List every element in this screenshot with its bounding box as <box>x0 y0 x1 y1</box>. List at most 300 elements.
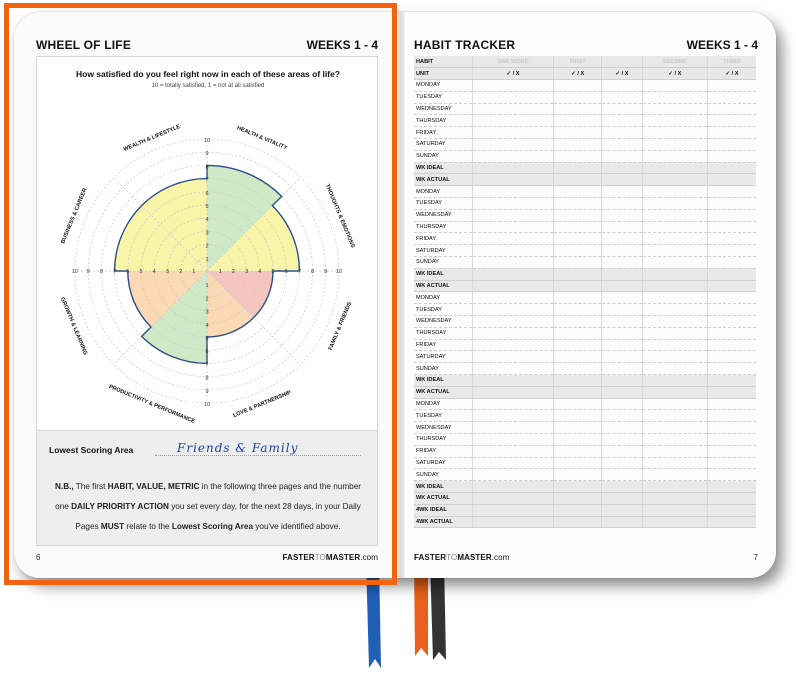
tracker-cell[interactable] <box>707 268 756 280</box>
day-row <box>414 445 756 457</box>
week-ideal-row <box>414 375 756 387</box>
week-actual-row <box>414 280 756 292</box>
tracker-cell[interactable] <box>554 80 602 92</box>
page-title-right: HABIT TRACKER <box>414 38 516 52</box>
tracker-cell[interactable] <box>707 198 756 210</box>
tracker-cell[interactable] <box>602 434 643 446</box>
tracker-cell[interactable] <box>554 398 602 410</box>
weeks-label-right: WEEKS 1 - 4 <box>686 38 758 52</box>
tracker-cell[interactable] <box>472 339 554 351</box>
tracker-cell[interactable] <box>642 410 707 422</box>
tracker-cell[interactable] <box>472 434 554 446</box>
tracker-cell[interactable] <box>642 257 707 269</box>
tracker-cell[interactable] <box>472 304 554 316</box>
tracker-cell[interactable] <box>472 127 554 139</box>
tracker-cell[interactable] <box>472 327 554 339</box>
tracker-cell[interactable] <box>472 375 554 387</box>
page-number-right: 7 <box>753 553 758 562</box>
tracker-cell[interactable] <box>642 209 707 221</box>
scale-tick: 9 <box>205 388 209 395</box>
tracker-wrap <box>414 12 756 578</box>
day-row <box>414 91 756 103</box>
scale-tick: 9 <box>205 151 209 158</box>
tracker-cell[interactable] <box>602 351 643 363</box>
tracker-cell[interactable] <box>472 257 554 269</box>
day-row <box>414 351 756 363</box>
week-ideal-row <box>414 162 756 174</box>
tracker-cell[interactable] <box>472 174 554 186</box>
tracker-cell[interactable] <box>707 280 756 292</box>
tracker-cell[interactable] <box>472 292 554 304</box>
book-spine <box>397 12 405 578</box>
tracker-cell[interactable] <box>602 304 643 316</box>
tracker-cell[interactable] <box>602 186 643 198</box>
tracker-cell[interactable] <box>707 445 756 457</box>
note-part: relate to the <box>124 522 172 531</box>
tracker-cell[interactable] <box>602 292 643 304</box>
day-row <box>414 127 756 139</box>
tracker-cell[interactable] <box>554 504 602 516</box>
day-row <box>414 304 756 316</box>
brand-part1: FASTER <box>282 553 315 562</box>
tracker-cell[interactable]: ✓ / X <box>602 68 643 80</box>
tracker-cell[interactable]: ✓ / X <box>642 68 707 80</box>
tracker-cell[interactable] <box>642 339 707 351</box>
tracker-cell[interactable] <box>472 91 554 103</box>
tracker-cell[interactable] <box>602 410 643 422</box>
tracker-cell[interactable] <box>707 139 756 151</box>
day-row <box>414 327 756 339</box>
tracker-cell[interactable] <box>707 233 756 245</box>
tracker-cell[interactable] <box>602 469 643 481</box>
tracker-cell[interactable] <box>472 198 554 210</box>
row-label: THURSDAY <box>414 434 472 446</box>
tracker-cell[interactable] <box>554 233 602 245</box>
tracker-cell[interactable] <box>602 280 643 292</box>
tracker-cell[interactable] <box>707 91 756 103</box>
row-label: FRIDAY <box>414 233 472 245</box>
scale-tick: 6 <box>126 269 130 275</box>
tracker-cell[interactable] <box>554 469 602 481</box>
row-label: TUESDAY <box>414 410 472 422</box>
scale-tick: 10 <box>71 269 79 275</box>
row-label: SATURDAY <box>414 457 472 469</box>
tracker-cell[interactable] <box>554 492 602 504</box>
tracker-cell[interactable] <box>642 304 707 316</box>
scale-tick: 6 <box>284 269 288 275</box>
tracker-cell[interactable] <box>642 292 707 304</box>
row-label: SUNDAY <box>414 363 472 375</box>
scale-tick: 3 <box>165 269 169 275</box>
tracker-cell[interactable] <box>554 209 602 221</box>
brand-part2: TO <box>314 553 326 562</box>
tracker-cell[interactable] <box>602 162 643 174</box>
scale-tick: 6 <box>205 190 209 197</box>
note-part: Lowest Scoring Area <box>171 522 254 531</box>
scale-tick: 8 <box>205 375 209 382</box>
day-row <box>414 339 756 351</box>
tracker-cell[interactable] <box>707 339 756 351</box>
tracker-cell[interactable] <box>472 504 554 516</box>
tracker-cell[interactable] <box>602 127 643 139</box>
tracker-cell[interactable] <box>472 233 554 245</box>
tracker-cell[interactable] <box>707 363 756 375</box>
tracker-cell[interactable] <box>554 139 602 151</box>
row-label: SUNDAY <box>414 150 472 162</box>
tracker-cell[interactable] <box>642 398 707 410</box>
tracker-cell[interactable] <box>642 198 707 210</box>
tracker-cell[interactable] <box>642 469 707 481</box>
tracker-cell[interactable] <box>707 410 756 422</box>
scale-tick: 1 <box>205 283 209 290</box>
tracker-cell[interactable] <box>554 327 602 339</box>
tracker-cell[interactable] <box>642 422 707 434</box>
tracker-cell[interactable] <box>472 469 554 481</box>
day-row <box>414 139 756 151</box>
week-ideal-row <box>414 481 756 493</box>
tracker-cell[interactable] <box>642 351 707 363</box>
week-actual-row <box>414 386 756 398</box>
tracker-cell[interactable] <box>554 198 602 210</box>
tracker-cell[interactable] <box>602 316 643 328</box>
tracker-cell[interactable] <box>642 363 707 375</box>
note-part: you've identified above. <box>253 522 341 531</box>
tracker-cell[interactable] <box>602 422 643 434</box>
tracker-cell[interactable] <box>602 221 643 233</box>
tracker-cell[interactable] <box>472 398 554 410</box>
scale-tick: 2 <box>205 296 209 303</box>
tracker-cell[interactable] <box>602 375 643 387</box>
tracker-cell[interactable] <box>642 91 707 103</box>
tracker-cell[interactable] <box>642 516 707 528</box>
row-label: THURSDAY <box>414 327 472 339</box>
tracker-cell[interactable] <box>707 469 756 481</box>
day-row <box>414 245 756 257</box>
tracker-cell[interactable] <box>707 162 756 174</box>
tracker-cell[interactable] <box>472 245 554 257</box>
tracker-cell[interactable] <box>707 209 756 221</box>
tracker-cell[interactable] <box>554 292 602 304</box>
row-label: FRIDAY <box>414 127 472 139</box>
tracker-cell[interactable] <box>602 268 643 280</box>
tracker-cell[interactable] <box>642 80 707 92</box>
tracker-cell[interactable] <box>642 150 707 162</box>
day-row <box>414 410 756 422</box>
tracker-cell[interactable] <box>554 91 602 103</box>
tracker-cell[interactable] <box>554 410 602 422</box>
tracker-cell[interactable] <box>554 481 602 493</box>
tracker-cell[interactable] <box>554 457 602 469</box>
tracker-cell[interactable] <box>707 492 756 504</box>
tracker-cell[interactable] <box>472 445 554 457</box>
tracker-cell[interactable] <box>642 127 707 139</box>
tracker-cell[interactable] <box>554 162 602 174</box>
tracker-cell[interactable] <box>472 150 554 162</box>
tracker-cell[interactable] <box>602 198 643 210</box>
tracker-cell[interactable] <box>707 257 756 269</box>
tracker-cell[interactable] <box>642 174 707 186</box>
tracker-cell[interactable] <box>554 316 602 328</box>
tracker-cell[interactable]: ONE WORD <box>472 56 554 68</box>
tracker-cell[interactable] <box>554 363 602 375</box>
tracker-cell[interactable] <box>602 516 643 528</box>
tracker-cell[interactable] <box>642 327 707 339</box>
tracker-cell[interactable] <box>554 127 602 139</box>
tracker-cell[interactable] <box>602 339 643 351</box>
day-row <box>414 80 756 92</box>
scale-tick: 10 <box>203 138 211 144</box>
tracker-cell[interactable] <box>602 103 643 115</box>
tracker-cell[interactable] <box>472 280 554 292</box>
tracker-cell[interactable] <box>602 386 643 398</box>
row-label: MONDAY <box>414 292 472 304</box>
day-row <box>414 422 756 434</box>
tracker-cell[interactable] <box>707 422 756 434</box>
row-label: WK IDEAL <box>414 481 472 493</box>
tracker-cell[interactable] <box>472 457 554 469</box>
tracker-cell[interactable]: ✓ / X <box>554 68 602 80</box>
tracker-cell[interactable] <box>472 209 554 221</box>
tracker-cell[interactable] <box>707 386 756 398</box>
area-label: WEALTH & LIFESTYLE <box>122 124 182 153</box>
tracker-cell[interactable] <box>602 56 643 68</box>
day-row <box>414 198 756 210</box>
tracker-cell[interactable]: THIRD <box>707 56 756 68</box>
tracker-cell[interactable] <box>707 481 756 493</box>
tracker-cell[interactable] <box>642 386 707 398</box>
tracker-cell[interactable] <box>642 103 707 115</box>
tracker-cell[interactable] <box>602 504 643 516</box>
scale-tick: 3 <box>245 269 249 275</box>
tracker-cell[interactable] <box>554 115 602 127</box>
tracker-cell[interactable] <box>642 504 707 516</box>
tracker-cell[interactable] <box>554 434 602 446</box>
tracker-cell[interactable] <box>554 245 602 257</box>
note-part: DAILY PRIORITY ACTION <box>71 502 169 511</box>
tracker-cell[interactable] <box>707 304 756 316</box>
scale-tick: 9 <box>86 269 90 275</box>
tracker-cell[interactable] <box>642 162 707 174</box>
scale-tick: 7 <box>205 177 209 184</box>
tracker-cell[interactable] <box>472 351 554 363</box>
tracker-cell[interactable] <box>554 445 602 457</box>
tracker-cell[interactable] <box>554 422 602 434</box>
tracker-cell[interactable] <box>707 398 756 410</box>
unit-row <box>414 68 756 80</box>
scale-tick: 9 <box>324 269 328 275</box>
tracker-cell[interactable] <box>707 457 756 469</box>
day-row <box>414 186 756 198</box>
tracker-cell[interactable] <box>642 139 707 151</box>
scale-tick: 7 <box>205 362 209 369</box>
note-part: in the following three pages and the number one <box>55 482 361 511</box>
tracker-cell[interactable] <box>707 327 756 339</box>
day-row <box>414 257 756 269</box>
day-row <box>414 221 756 233</box>
row-label: THURSDAY <box>414 115 472 127</box>
day-row <box>414 150 756 162</box>
tracker-cell[interactable] <box>707 292 756 304</box>
tracker-cell[interactable] <box>642 481 707 493</box>
tracker-cell[interactable] <box>554 268 602 280</box>
tracker-cell[interactable] <box>472 516 554 528</box>
day-row <box>414 103 756 115</box>
week-actual-row <box>414 492 756 504</box>
scale-tick: 6 <box>205 349 209 356</box>
tracker-cell[interactable] <box>602 363 643 375</box>
tracker-cell[interactable] <box>472 139 554 151</box>
tracker-cell[interactable] <box>602 481 643 493</box>
tracker-cell[interactable] <box>707 127 756 139</box>
tracker-cell[interactable] <box>642 268 707 280</box>
tracker-cell[interactable] <box>472 422 554 434</box>
area-label: BUSINESS & CAREER <box>60 187 89 245</box>
tracker-cell[interactable] <box>707 434 756 446</box>
tracker-cell[interactable] <box>602 174 643 186</box>
scale-tick: 1 <box>192 269 196 275</box>
tracker-cell[interactable]: ✓ / X <box>707 68 756 80</box>
tracker-cell[interactable] <box>554 221 602 233</box>
tracker-cell[interactable] <box>554 351 602 363</box>
tracker-cell[interactable] <box>707 504 756 516</box>
scale-tick: 3 <box>205 230 209 237</box>
tracker-cell[interactable] <box>554 375 602 387</box>
tracker-cell[interactable] <box>707 150 756 162</box>
day-row <box>414 363 756 375</box>
tracker-cell[interactable] <box>707 221 756 233</box>
note-part: MUST <box>100 522 125 531</box>
tracker-cell[interactable] <box>707 174 756 186</box>
tracker-cell[interactable]: ✓ / X <box>472 68 554 80</box>
tracker-cell[interactable] <box>642 457 707 469</box>
tracker-cell[interactable] <box>554 386 602 398</box>
tracker-cell[interactable] <box>554 186 602 198</box>
tracker-cell[interactable] <box>642 434 707 446</box>
tracker-cell[interactable] <box>554 304 602 316</box>
brand-domain: .com <box>491 553 510 562</box>
tracker-cell[interactable] <box>642 316 707 328</box>
tracker-cell[interactable] <box>642 492 707 504</box>
row-label: TUESDAY <box>414 91 472 103</box>
tracker-cell[interactable] <box>602 492 643 504</box>
tracker-cell[interactable] <box>472 103 554 115</box>
tracker-cell[interactable] <box>472 410 554 422</box>
tracker-cell[interactable] <box>642 186 707 198</box>
tracker-cell[interactable] <box>707 351 756 363</box>
tracker-cell[interactable] <box>554 150 602 162</box>
tracker-cell[interactable] <box>472 363 554 375</box>
day-row <box>414 457 756 469</box>
tracker-cell[interactable] <box>707 103 756 115</box>
row-label: SATURDAY <box>414 245 472 257</box>
tracker-cell[interactable] <box>472 492 554 504</box>
tracker-cell[interactable] <box>602 139 643 151</box>
tracker-cell[interactable] <box>472 481 554 493</box>
tracker-cell[interactable] <box>472 115 554 127</box>
row-label: WK ACTUAL <box>414 174 472 186</box>
tracker-cell[interactable] <box>707 115 756 127</box>
tracker-cell[interactable] <box>602 398 643 410</box>
tracker-cell[interactable] <box>642 115 707 127</box>
area-label: PRODUCTIVITY & PERFORMANCE <box>107 384 196 425</box>
row-label: HABIT <box>414 56 472 68</box>
tracker-cell[interactable] <box>472 386 554 398</box>
tracker-cell[interactable]: SECOND <box>642 56 707 68</box>
tracker-cell[interactable] <box>554 103 602 115</box>
tracker-cell[interactable] <box>472 316 554 328</box>
area-label: LOVE & PARTNERSHIP <box>232 389 293 420</box>
tracker-cell[interactable] <box>472 221 554 233</box>
tracker-cell[interactable] <box>642 233 707 245</box>
row-label: 4WK IDEAL <box>414 504 472 516</box>
day-row <box>414 316 756 328</box>
highlight-frame <box>4 3 397 585</box>
scale-tick: 4 <box>258 269 262 275</box>
scale-tick: 2 <box>231 269 235 275</box>
tracker-cell[interactable] <box>602 445 643 457</box>
tracker-cell[interactable] <box>707 375 756 387</box>
tracker-cell[interactable]: FIRST <box>554 56 602 68</box>
tracker-cell[interactable] <box>554 280 602 292</box>
scale-tick: 4 <box>152 269 156 275</box>
tracker-cell[interactable] <box>554 174 602 186</box>
tracker-cell[interactable] <box>602 80 643 92</box>
tracker-cell[interactable] <box>602 150 643 162</box>
tracker-cell[interactable] <box>472 162 554 174</box>
tracker-cell[interactable] <box>707 80 756 92</box>
tracker-cell[interactable] <box>707 186 756 198</box>
day-row <box>414 209 756 221</box>
day-row <box>414 398 756 410</box>
tracker-cell[interactable] <box>642 245 707 257</box>
scale-tick: 3 <box>205 309 209 316</box>
tracker-cell[interactable] <box>602 257 643 269</box>
brand-part3: MASTER <box>457 553 492 562</box>
tracker-cell[interactable] <box>707 245 756 257</box>
tracker-cell[interactable] <box>554 339 602 351</box>
tracker-cell[interactable] <box>602 209 643 221</box>
row-label: WK ACTUAL <box>414 492 472 504</box>
tracker-cell[interactable] <box>602 233 643 245</box>
tracker-cell[interactable] <box>642 375 707 387</box>
scale-tick: 4 <box>205 217 209 224</box>
tracker-cell[interactable] <box>554 257 602 269</box>
tracker-cell[interactable] <box>472 268 554 280</box>
scale-tick: 8 <box>99 269 103 275</box>
tracker-cell[interactable] <box>642 445 707 457</box>
tracker-cell[interactable] <box>602 245 643 257</box>
tracker-cell[interactable] <box>602 91 643 103</box>
tracker-cell[interactable] <box>472 80 554 92</box>
tracker-cell[interactable] <box>707 516 756 528</box>
scale-tick: 2 <box>179 269 183 275</box>
tracker-cell[interactable] <box>602 115 643 127</box>
scale-tick: 5 <box>271 269 275 275</box>
tracker-cell[interactable] <box>602 327 643 339</box>
tracker-cell[interactable] <box>642 280 707 292</box>
note-part: HABIT, VALUE, METRIC <box>107 482 200 491</box>
scale-tick: 8 <box>311 269 315 275</box>
tracker-cell[interactable] <box>472 186 554 198</box>
row-label: WK ACTUAL <box>414 386 472 398</box>
row-label: THURSDAY <box>414 221 472 233</box>
tracker-cell[interactable] <box>642 221 707 233</box>
scale-tick: 7 <box>113 269 117 275</box>
tracker-cell[interactable] <box>602 457 643 469</box>
tracker-cell[interactable] <box>707 316 756 328</box>
row-label: WEDNESDAY <box>414 103 472 115</box>
tracker-cell[interactable] <box>554 516 602 528</box>
